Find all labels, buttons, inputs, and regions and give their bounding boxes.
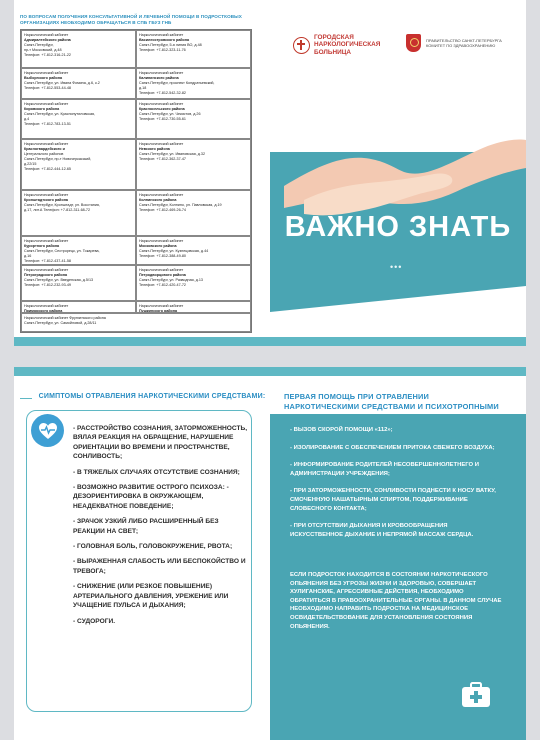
clinic-line: Телефон: +7-812-232-93-49 (24, 282, 71, 287)
clinics-table (20, 29, 252, 333)
clinic-line: Санкт-Петербург, пр-т Новочеркасский, (24, 156, 92, 161)
clinic-cell (136, 265, 251, 301)
clinic-line: Телефон: +7-812-444-12-65 (24, 166, 71, 171)
clinic-cell (21, 190, 136, 236)
clinic-line: Пушкинского района (139, 308, 178, 313)
clinic-line: Московского района (139, 243, 177, 248)
clinic-line: Красносельского района (139, 106, 185, 111)
coat-of-arms-icon (406, 34, 421, 52)
clinic-line: Телефон: +7-812-730-55-61 (139, 116, 186, 121)
clinic-cell (136, 139, 251, 190)
clinic-line: Наркологический кабинет (24, 142, 69, 146)
clinic-line: Наркологический кабинет (139, 239, 184, 243)
clinic-line: Наркологический кабинет (24, 193, 69, 197)
clinic-line: д.17, лит.А Телефон: +7-812-311-68-72 (24, 207, 91, 212)
clinic-line: Курортного района (24, 243, 60, 248)
clinic-cell (136, 30, 251, 68)
clinic-line: Санкт-Петербург, ул. Самойловой, д.28/11 (24, 320, 97, 325)
clinic-line: Санкт-Петербург, ул. Краснопутиловская, (24, 111, 96, 116)
clinic-line: Наркологический кабинет Фрунзенского района (24, 316, 106, 320)
clinic-line: Наркологический кабинет (24, 268, 69, 272)
clinic-line: Санкт-Петербург, ул. Ивана Фомина, д.6, к.2 (24, 80, 100, 85)
clinic-line: Калининского района (139, 75, 179, 80)
clinic-line: Петроградского района (24, 272, 68, 277)
clinic-line: Наркологический кабинет (139, 102, 184, 106)
clinic-line: Телефон: +7-812-783-13-51 (24, 121, 71, 126)
clinic-line: Телефон: +7-812-362-37-47 (139, 156, 186, 161)
clinic-line: Санкт-Петербург, ул. Введенская, д.5/13 (24, 277, 94, 282)
clinic-cell (136, 236, 251, 265)
first-aid-item: - ПРИ ЗАТОРМОЖЕННОСТИ, СОНЛИВОСТИ ПОДНЕСТИ К НОСУ ВАТКУ, СМОЧЕННУЮ НАШАТЫРНЫМ СПИРТОМ, ПОДДЕРЖИВАНИЕ СЛОВЕСНОГО КОНТАКТА; (290, 488, 496, 512)
clinic-line: Санкт-Петербург, ул. Кузнецовская, д.44 (139, 248, 209, 253)
hospital-brand (293, 34, 384, 56)
clinic-line: пр-т Московский, д.48 (24, 47, 62, 52)
symptom-item: - ЗРАЧОК УЗКИЙ ЛИБО РАСШИРЕННЫЙ БЕЗ РЕАКЦИИ НА СВЕТ; (73, 518, 219, 535)
first-aid-note: ЕСЛИ ПОДРОСТОК НАХОДИТСЯ В СОСТОЯНИИ НАРКОТИЧЕСКОГО ОПЬЯНЕНИЯ БЕЗ УГРОЗЫ ЖИЗНИ И ЗДОРОВЬЮ, СОВЕРШАЕТ ХУЛИГАНСКИЕ, АГРЕССИВНЫЕ ДЕЙСТВИЯ, НЕОБХОДИМО ОБРАТИТЬСЯ В ПРАВООХРАНИТЕЛЬНЫЕ ОРГАНЫ. В ДАННОМ СЛУЧАЕ НЕОБХОДИМО НАПРАВИТЬ ПОДРОСТКА НА МЕДИЦИНСКОЕ ОСВИДЕТЕЛЬСТВОВАНИЕ ДЛЯ УСТАНОВЛЕНИЯ СОСТОЯНИЯ ОПЬЯНЕНИЯ. (290, 572, 502, 630)
clinic-line: Санкт-Петербург, проспект Кондратьевский, (139, 80, 215, 85)
symptom-item: - СНИЖЕНИЕ (ИЛИ РЕЗКОЕ ПОВЫШЕНИЕ) АРТЕРИАЛЬНОГО ДАВЛЕНИЯ, УРЕЖЕНИЕ ИЛИ УЧАЩЕНИЕ ПУЛЬСА И ДЫХАНИЯ; (73, 583, 229, 610)
clinic-line: Приморского района (24, 308, 63, 313)
first-aid-list (290, 426, 502, 548)
clinic-line: Санкт-Петербург, ул. Разводная, д.13 (139, 277, 203, 282)
clinic-line: Санкт-Петербург, ул. Ивановская, д.32 (139, 151, 206, 156)
clinic-line: д.18 (139, 85, 147, 90)
clinic-line: Санкт-Петербург, ул. Чекистов, д.26 (139, 111, 201, 116)
first-aid-item: - ПРИ ОТСУТСТВИИ ДЫХАНИЯ И КРОВООБРАЩЕНИЯ ИСКУССТВЕННОЕ ДЫХАНИЕ И НЕПРЯМОЙ МАССАЖ СЕРДЦА. (290, 523, 474, 538)
clinic-cell (136, 301, 251, 313)
clinic-line: Телефон: +7-812-420-47-72 (139, 282, 186, 287)
hospital-emblem-icon (293, 37, 310, 54)
clinic-line: Кронштадтского района (24, 197, 68, 202)
clinic-line: Телефон: +7-812-553-44-48 (24, 85, 71, 90)
clinic-line: Наркологический кабинет (24, 304, 69, 308)
clinic-line: Телефон: +7-812-542-32-82 (139, 90, 186, 95)
symptom-item: - РАССТРОЙСТВО СОЗНАНИЯ, ЗАТОРМОЖЕННОСТЬ, ВЯЛАЯ РЕАКЦИЯ НА ОБРАЩЕНИЕ, НАРУШЕНИЕ ОРИЕНТАЦИИ ВО ВРЕМЕНИ И ПРОСТРАНСТВЕ, СОНЛИВОСТЬ; (73, 425, 248, 461)
clinic-line: Наркологический кабинет (139, 268, 184, 272)
symptom-item: - СУДОРОГИ. (73, 617, 116, 625)
clinic-line: Василеостровского района (139, 37, 190, 42)
clinic-line: д.16 (24, 253, 32, 258)
clinic-line: Центрального районов (24, 151, 64, 156)
clinic-cell (136, 99, 251, 139)
clinic-line: Телефон: +7-812-437-41-58 (24, 258, 71, 263)
clinic-line: Невского района (139, 146, 170, 151)
clinic-cell (21, 68, 136, 99)
cover-band-tip (270, 286, 526, 312)
clinic-line: Санкт-Петербург, Кронштадт, ул. Восстания, (24, 202, 100, 207)
clinic-line: Наркологический кабинет (139, 142, 184, 146)
clinic-line: Адмиралтейского района (24, 37, 71, 42)
clinic-cell (21, 265, 136, 301)
clinic-line: Наркологический кабинет (139, 193, 184, 197)
clinic-line: д.4 (24, 116, 30, 121)
clinic-line: Санкт-Петербург, (24, 42, 54, 47)
table-heading: ПО ВОПРОСАМ ПОЛУЧЕНИЯ КОНСУЛЬТАТИВНОЙ И ЛЕЧЕБНОЙ ПОМОЩИ В ПОДРОСТКОВЫХ ОРГАНИЗАЦИЯХ НЕОБХОДИМО ОБРАЩАТЬСЯ В СПБ ГБУЗ ГНБ (20, 14, 242, 25)
clinic-line: Красногвардейского и (24, 146, 65, 151)
clinic-line: Телефон: +7-812-323-11-76 (139, 47, 186, 52)
clinic-line: Наркологический кабинет (139, 304, 184, 308)
symptom-item: - ВОЗМОЖНО РАЗВИТИЕ ОСТРОГО ПСИХОЗА: - ДЕЗОРИЕНТИРОВКА В ОКРУЖАЮЩЕМ, НЕАДЕКВАТНОЕ ПОВЕДЕНИЕ; (73, 484, 229, 510)
symptoms-list (73, 424, 249, 632)
symptom-item: - ВЫРАЖЕННАЯ СЛАБОСТЬ ИЛИ БЕСПОКОЙСТВО И ТРЕВОГА; (73, 558, 246, 575)
title-rule (20, 398, 32, 399)
hospital-name: ГОРОДСКАЯ НАРКОЛОГИЧЕСКАЯ БОЛЬНИЦА (314, 34, 381, 56)
clinic-line: Выборгского района (24, 75, 63, 80)
clinic-line: Санкт-Петербург, Сестрорецк, ул. Токарева, (24, 248, 100, 253)
top-strip (14, 367, 526, 376)
clinic-line: Петродворцового района (139, 272, 186, 277)
government-brand (406, 34, 506, 52)
first-aid-title: ПЕРВАЯ ПОМОЩЬ ПРИ ОТРАВЛЕНИИ НАРКОТИЧЕСКИМИ СРЕДСТВАМИ И ПСИХОТРОПНЫМИ (284, 392, 499, 411)
clinic-line: Наркологический кабинет (24, 239, 69, 243)
clinic-cell (21, 301, 136, 313)
clinic-line: Наркологический кабинет (139, 33, 184, 37)
cover-title: ВАЖНО ЗНАТЬ (284, 211, 512, 243)
clinic-line: Телефон: +7-812-388-49-80 (139, 253, 186, 258)
heart-pulse-icon (31, 414, 64, 447)
government-name: ПРАВИТЕЛЬСТВО САНКТ-ПЕТЕРБУРГА КОМИТЕТ ПО ЗДРАВООХРАНЕНИЮ (426, 37, 502, 48)
clinic-cell-wide (21, 313, 251, 332)
clinic-cell (21, 139, 136, 190)
clinic-line: Колпинского района (139, 197, 177, 202)
first-aid-item: - ВЫЗОВ СКОРОЙ ПОМОЩИ «112»; (290, 427, 393, 433)
clinic-line: Телефон: +7-812-469-26-74 (139, 207, 186, 212)
symptom-item: - В ТЯЖЕЛЫХ СЛУЧАЯХ ОТСУТСТВИЕ СОЗНАНИЯ; (73, 468, 240, 476)
first-aid-item: - ИЗОЛИРОВАНИЕ С ОБЕСПЕЧЕНИЕМ ПРИТОКА СВЕЖЕГО ВОЗДУХА; (290, 444, 495, 451)
first-aid-item: - ИНФОРМИРОВАНИЕ РОДИТЕЛЕЙ НЕСОВЕРШЕННОЛЕТНЕГО И АДМИНИСТРАЦИИ УЧРЕЖДЕНИЯ; (290, 462, 479, 477)
clinic-line: д.22/15 (24, 161, 37, 166)
symptom-item: - ГОЛОВНАЯ БОЛЬ, ГОЛОВОКРУЖЕНИЕ, РВОТА; (73, 543, 233, 551)
clinic-line: Кировского района (24, 106, 60, 111)
cover-dots: ••• (390, 262, 403, 272)
clinic-line: Санкт-Петербург, Колпино, ул. Павловская, д.19 (139, 202, 222, 207)
first-aid-kit-icon (461, 682, 491, 708)
clinic-cell (136, 190, 251, 236)
hands-illustration (284, 108, 526, 218)
clinic-cell (136, 68, 251, 99)
clinic-line: Наркологический кабинет (24, 33, 69, 37)
clinic-cell (21, 30, 136, 68)
clinic-line: Наркологический кабинет (24, 71, 69, 75)
clinic-line: Санкт-Петербург, 5-я линия ВО, д.48 (139, 42, 202, 47)
clinic-cell (21, 99, 136, 139)
bottom-strip (14, 337, 526, 346)
clinic-line: Наркологический кабинет (139, 71, 184, 75)
clinic-cell (21, 236, 136, 265)
symptoms-title: СИМПТОМЫ ОТРАВЛЕНИЯ НАРКОТИЧЕСКИМИ СРЕДСТВАМИ: (38, 393, 266, 400)
clinic-line: Наркологический кабинет (24, 102, 69, 106)
clinic-line: Телефон: +7-812-316-21-22 (24, 52, 71, 57)
